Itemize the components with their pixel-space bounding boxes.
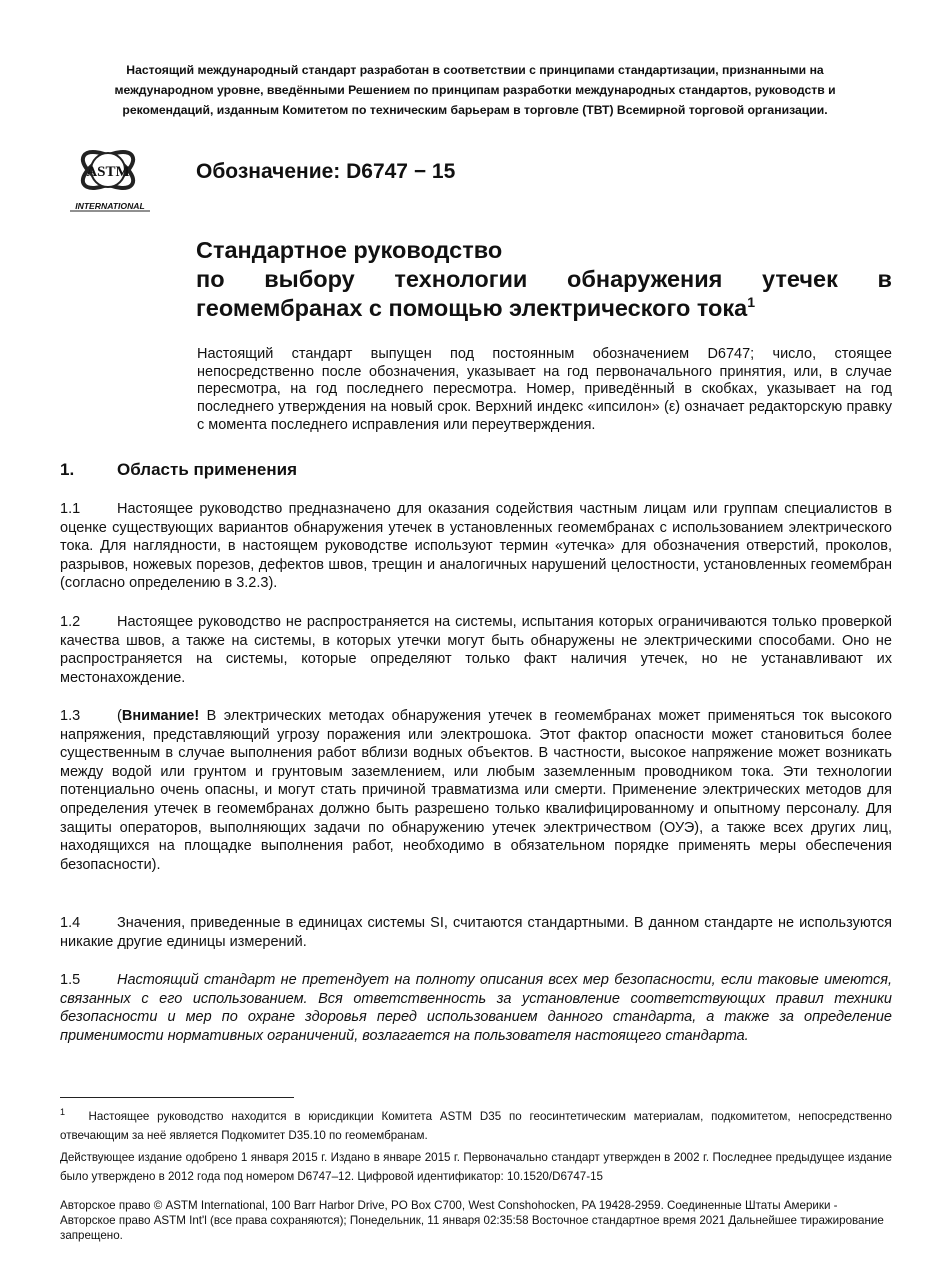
paragraph-1-2 bbox=[60, 613, 892, 687]
footnote-text-1: Настоящее руководство находится в юрисдикции Комитета ASTM D35 по геосинтетическим материалам, подкомитетом, непосредственно отвечающим за неё является Подкомитет D35.10 по геомембранам. bbox=[60, 1110, 892, 1142]
section-heading bbox=[60, 460, 297, 480]
astm-international-logo-icon bbox=[68, 136, 152, 216]
paragraph-text: Настоящий стандарт не претендует на полноту описания всех мер безопасности, если таковые имеются, связанных с его использованием. Вся ответственность за установление соответствующих правил техники безопасности и мер по охране здоровья перед использованием данного стандарта, а также за определение применимости нормативных ограничений, возлагается на пользователя настоящего стандарта. bbox=[60, 972, 892, 1044]
paragraph-1-3 bbox=[60, 707, 892, 874]
paragraph-text: Настоящее руководство предназначено для оказания содействия частным лицам или группам специалистов в оценке существующих вариантов обнаружения утечек в установленных геомембранах с использованием электрического тока. Для наглядности, в настоящем руководстве используют термин «утечка» для обозначения отверстий, проколов, разрывов, ножевых порезов, дефектов швов, трещин и аналогичных нарушений целостности, установленных геомембран (согласно определению в 3.2.3). bbox=[60, 501, 892, 592]
designation: Обозначение: D6747 − 15 bbox=[196, 160, 456, 183]
document-title bbox=[196, 236, 892, 323]
paragraph-number: 1.4 bbox=[60, 915, 81, 931]
logo-bottom-text: INTERNATIONAL bbox=[75, 201, 145, 211]
title-line-3 bbox=[196, 294, 892, 323]
title-line-2: по выбору технологии обнаружения утечек в bbox=[196, 266, 892, 292]
warning-label: Внимание! bbox=[121, 708, 200, 724]
title-footnote-ref[interactable]: 1 bbox=[747, 294, 756, 311]
section-title: Область применения bbox=[117, 460, 298, 479]
footnote-1 bbox=[60, 1108, 892, 1145]
paragraph-text: В электрических методах обнаружения утечек в геомембранах может применяться ток высокого напряжения, представляющий угрозу поражения или электрошока. Этот фактор опасности может становиться более существенным в случае выполнения работ вблизи водных объектов. В частности, высокое напряжение может возникать между водой или грунтом и грунтовым заземлением, или любым заземленным проводником тока. Эти технологии потенциально очень опасны, и могут стать причиной травматизма или смерти. Применение электрических методов для определения утечек в геомембранах должно быть разрешено только квалифицированному и опытному персоналу. Для защиты операторов, выполняющих задачи по обнаружению утечек электричеством (ОУЭ), а также всех других лиц, находящихся на площадке выполнения работ, необходимо в обязательном порядке применять меры обеспечения безопасности). bbox=[60, 708, 892, 873]
paragraph-1-4 bbox=[60, 914, 892, 951]
paragraph-text: Настоящее руководство не распространяется на системы, испытания которых ограничиваются только проверкой качества швов, а также на системы, в которых утечки могут быть обнаружены не электрическими способами. Оно не распространяется на системы, которые определяют только факт наличия утечек, но не устанавливают их местонахождение. bbox=[60, 614, 892, 686]
paragraph-number: 1.1 bbox=[60, 501, 81, 517]
designation-note: Настоящий стандарт выпущен под постоянным обозначением D6747; число, стоящее непосредственно после обозначения, указывает на год первоначального принятия, или, в случае пересмотра, на год последнего пересмотра. Номер, приведённый в скобках, указывает на год последнего утверждения на новый срок. Верхний индекс «ипсилон» (ε) означает редакторскую правку с момента последнего исправления или переутверждения. bbox=[197, 346, 892, 433]
paragraph-1-5 bbox=[60, 971, 892, 1045]
astm-logo-graphic bbox=[68, 136, 152, 216]
paragraph-text: Значения, приведенные в единицах системы SI, считаются стандартными. В данном стандарте не используются никакие другие единицы измерений. bbox=[60, 915, 892, 950]
paragraph-open-paren: ( bbox=[117, 708, 122, 724]
paragraph-number: 1.5 bbox=[60, 972, 81, 988]
footnote-divider bbox=[60, 1097, 294, 1098]
paragraph-number: 1.2 bbox=[60, 614, 81, 630]
footnote-edition: Действующее издание одобрено 1 января 2015 г. Издано в январе 2015 г. Первоначально стандарт утвержден в 2002 г. Последнее предыдущее издание было утверждено в 2012 года под номером D6747–12. Цифровой идентификатор: 10.1520/D6747-15 bbox=[60, 1151, 892, 1183]
paragraph-1-1 bbox=[60, 500, 892, 593]
copyright-notice: Авторское право © ASTM International, 100 Barr Harbor Drive, PO Box C700, West Conshohocken, PA 19428-2959. Соединенные Штаты Америки - Авторское право ASTM Int'l (все права сохраняются); Понедельник, 11 января 02:35:58 Восточное стандартное время 2021 Дальнейшее тиражирование запрещено. bbox=[60, 1199, 884, 1242]
logo-top-text: ASTM bbox=[86, 164, 130, 180]
title-line-1: Стандартное руководство bbox=[196, 237, 503, 263]
section-number: 1. bbox=[60, 460, 75, 479]
title-line-3-text: геомембранах с помощью электрического тока bbox=[196, 295, 748, 321]
preamble: Настоящий международный стандарт разработан в соответствии с принципами стандартизации, признанными на международном уровне, введёнными Решением по принципам разработки международных стандартов, руководств и рекомендаций, изданным Комитетом по техническим барьерам в торговле (ТВТ) Всемирной торговой организации. bbox=[114, 63, 836, 117]
footnote-mark: 1 bbox=[60, 1107, 66, 1118]
paragraph-number: 1.3 bbox=[60, 708, 81, 724]
